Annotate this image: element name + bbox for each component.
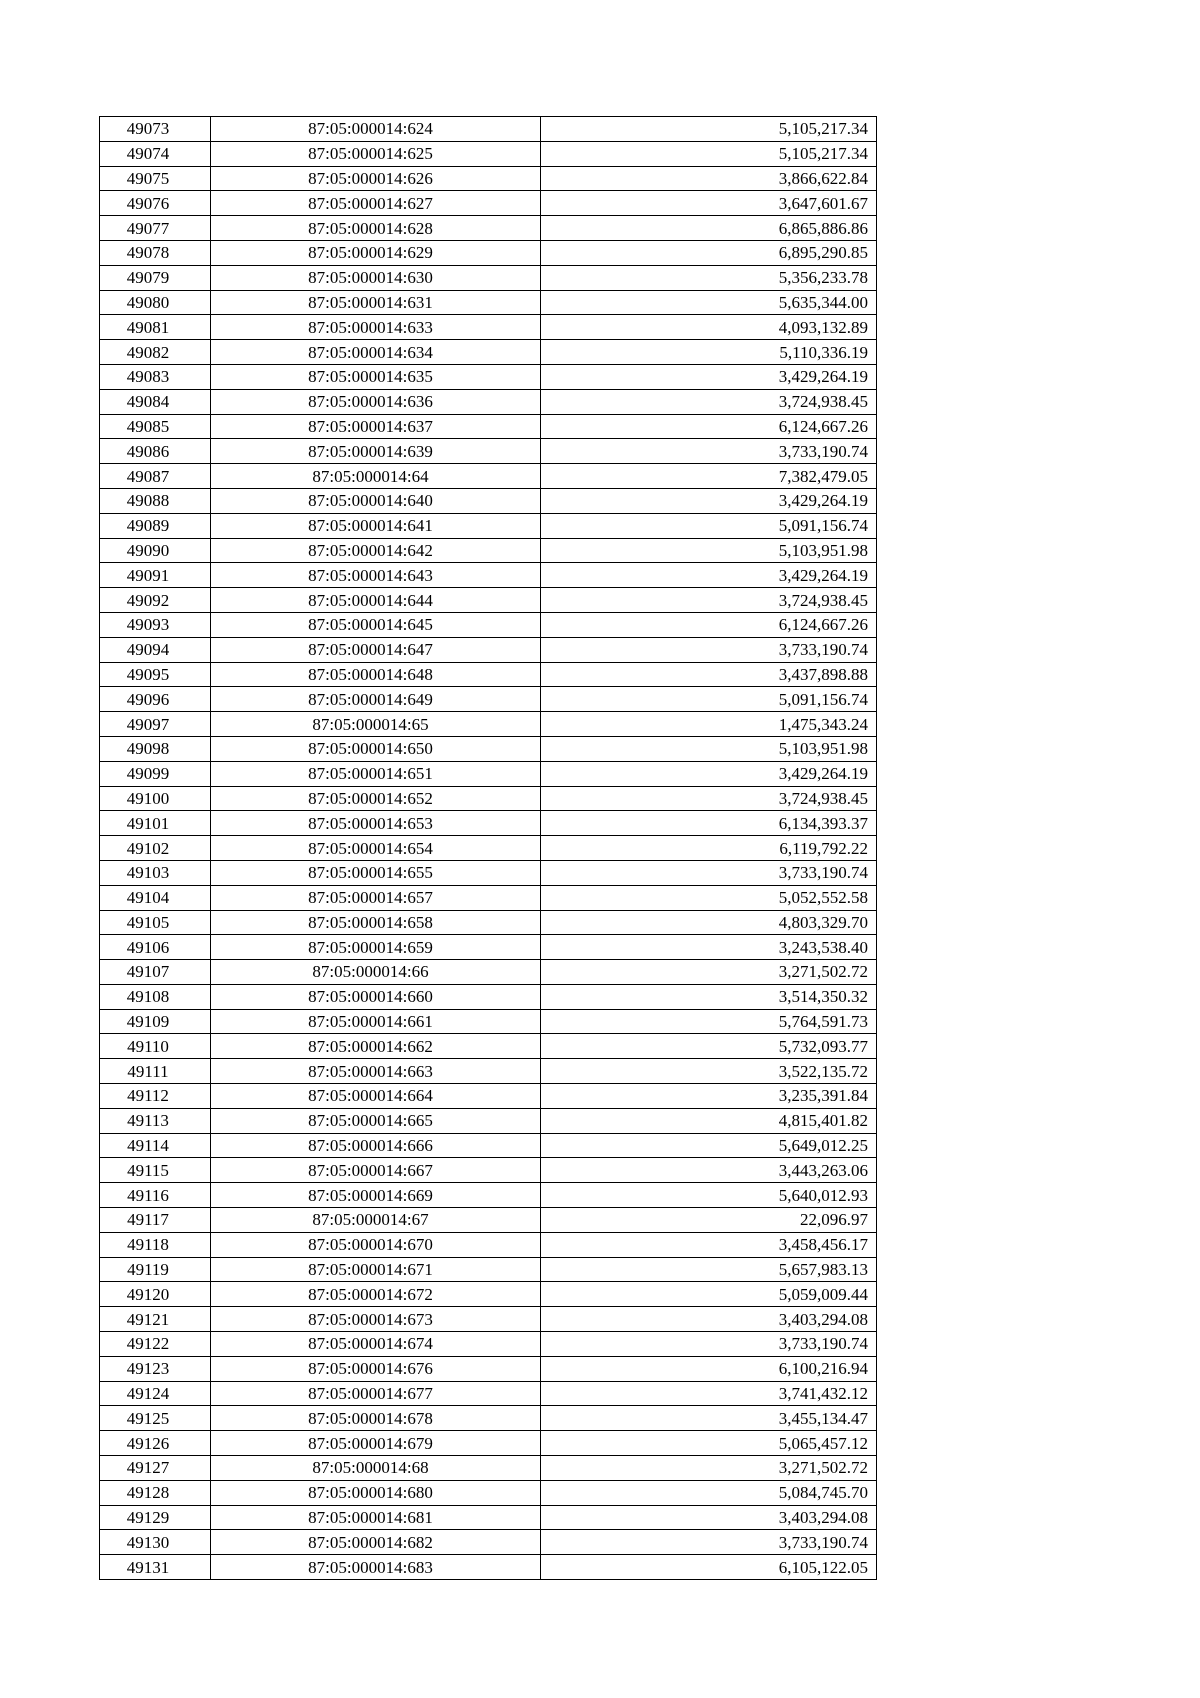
- row-number-cell: 49130: [100, 1530, 211, 1555]
- cadastral-value-cell: 5,065,457.12: [541, 1431, 877, 1456]
- table-row: [100, 1208, 877, 1233]
- table-row: [100, 1406, 877, 1431]
- table-row: [100, 910, 877, 935]
- table-row: [100, 364, 877, 389]
- cadastral-number-cell: 87:05:000014:626: [211, 166, 541, 191]
- cadastral-number-cell: 87:05:000014:639: [211, 439, 541, 464]
- cadastral-value-cell: 5,091,156.74: [541, 687, 877, 712]
- cadastral-number-cell: 87:05:000014:654: [211, 836, 541, 861]
- cadastral-number-cell: 87:05:000014:657: [211, 885, 541, 910]
- cadastral-number-cell: 87:05:000014:682: [211, 1530, 541, 1555]
- cadastral-value-cell: 4,815,401.82: [541, 1108, 877, 1133]
- cadastral-value-cell: 5,649,012.25: [541, 1133, 877, 1158]
- cadastral-value-cell: 3,733,190.74: [541, 637, 877, 662]
- table-row: [100, 1034, 877, 1059]
- table-row: [100, 860, 877, 885]
- row-number-cell: 49121: [100, 1307, 211, 1332]
- cadastral-value-cell: 5,110,336.19: [541, 340, 877, 365]
- table-row: [100, 637, 877, 662]
- row-number-cell: 49101: [100, 811, 211, 836]
- cadastral-number-cell: 87:05:000014:625: [211, 141, 541, 166]
- cadastral-value-cell: 7,382,479.05: [541, 464, 877, 489]
- cadastral-number-cell: 87:05:000014:637: [211, 414, 541, 439]
- cadastral-number-cell: 87:05:000014:674: [211, 1332, 541, 1357]
- row-number-cell: 49123: [100, 1356, 211, 1381]
- cadastral-value-cell: 3,437,898.88: [541, 662, 877, 687]
- cadastral-number-cell: 87:05:000014:631: [211, 290, 541, 315]
- cadastral-value-cell: 6,865,886.86: [541, 216, 877, 241]
- row-number-cell: 49086: [100, 439, 211, 464]
- row-number-cell: 49098: [100, 736, 211, 761]
- row-number-cell: 49093: [100, 612, 211, 637]
- table-row: [100, 811, 877, 836]
- cadastral-value-cell: 6,119,792.22: [541, 836, 877, 861]
- cadastral-number-cell: 87:05:000014:678: [211, 1406, 541, 1431]
- row-number-cell: 49129: [100, 1505, 211, 1530]
- row-number-cell: 49091: [100, 563, 211, 588]
- row-number-cell: 49097: [100, 712, 211, 737]
- table-row: [100, 1356, 877, 1381]
- cadastral-number-cell: 87:05:000014:64: [211, 464, 541, 489]
- row-number-cell: 49084: [100, 389, 211, 414]
- table-row: [100, 1133, 877, 1158]
- cadastral-value-cell: 3,403,294.08: [541, 1307, 877, 1332]
- table-row: [100, 836, 877, 861]
- table-row: [100, 588, 877, 613]
- cadastral-value-cell: 5,084,745.70: [541, 1480, 877, 1505]
- cadastral-value-cell: 3,514,350.32: [541, 984, 877, 1009]
- table-row: [100, 166, 877, 191]
- cadastral-number-cell: 87:05:000014:673: [211, 1307, 541, 1332]
- table-row: [100, 1084, 877, 1109]
- row-number-cell: 49117: [100, 1208, 211, 1233]
- table-row: [100, 315, 877, 340]
- row-number-cell: 49089: [100, 513, 211, 538]
- cadastral-number-cell: 87:05:000014:65: [211, 712, 541, 737]
- cadastral-number-cell: 87:05:000014:651: [211, 761, 541, 786]
- table-row: [100, 117, 877, 142]
- row-number-cell: 49118: [100, 1232, 211, 1257]
- cadastral-number-cell: 87:05:000014:641: [211, 513, 541, 538]
- row-number-cell: 49115: [100, 1158, 211, 1183]
- row-number-cell: 49124: [100, 1381, 211, 1406]
- cadastral-number-cell: 87:05:000014:677: [211, 1381, 541, 1406]
- row-number-cell: 49120: [100, 1282, 211, 1307]
- cadastral-value-cell: 5,640,012.93: [541, 1183, 877, 1208]
- table-body: [100, 117, 877, 1580]
- cadastral-value-cell: 6,124,667.26: [541, 612, 877, 637]
- row-number-cell: 49112: [100, 1084, 211, 1109]
- cadastral-number-cell: 87:05:000014:667: [211, 1158, 541, 1183]
- cadastral-value-cell: 5,356,233.78: [541, 265, 877, 290]
- table-row: [100, 216, 877, 241]
- cadastral-value-cell: 5,635,344.00: [541, 290, 877, 315]
- cadastral-value-cell: 5,052,552.58: [541, 885, 877, 910]
- table-row: [100, 414, 877, 439]
- cadastral-number-cell: 87:05:000014:640: [211, 488, 541, 513]
- table-row: [100, 687, 877, 712]
- table-row: [100, 612, 877, 637]
- row-number-cell: 49088: [100, 488, 211, 513]
- row-number-cell: 49114: [100, 1133, 211, 1158]
- cadastral-number-cell: 87:05:000014:66: [211, 960, 541, 985]
- cadastral-value-cell: 3,429,264.19: [541, 761, 877, 786]
- table-row: [100, 538, 877, 563]
- cadastral-value-cell: 3,866,622.84: [541, 166, 877, 191]
- row-number-cell: 49083: [100, 364, 211, 389]
- row-number-cell: 49111: [100, 1059, 211, 1084]
- cadastral-value-table: [99, 116, 877, 1580]
- cadastral-number-cell: 87:05:000014:652: [211, 786, 541, 811]
- row-number-cell: 49096: [100, 687, 211, 712]
- cadastral-value-cell: 3,647,601.67: [541, 191, 877, 216]
- cadastral-value-cell: 6,100,216.94: [541, 1356, 877, 1381]
- cadastral-value-cell: 3,724,938.45: [541, 786, 877, 811]
- cadastral-value-cell: 3,458,456.17: [541, 1232, 877, 1257]
- cadastral-value-cell: 5,764,591.73: [541, 1009, 877, 1034]
- cadastral-value-cell: 3,733,190.74: [541, 439, 877, 464]
- row-number-cell: 49113: [100, 1108, 211, 1133]
- cadastral-number-cell: 87:05:000014:662: [211, 1034, 541, 1059]
- cadastral-number-cell: 87:05:000014:665: [211, 1108, 541, 1133]
- cadastral-number-cell: 87:05:000014:683: [211, 1555, 541, 1580]
- cadastral-number-cell: 87:05:000014:650: [211, 736, 541, 761]
- cadastral-number-cell: 87:05:000014:663: [211, 1059, 541, 1084]
- table-row: [100, 563, 877, 588]
- cadastral-number-cell: 87:05:000014:627: [211, 191, 541, 216]
- row-number-cell: 49085: [100, 414, 211, 439]
- cadastral-number-cell: 87:05:000014:669: [211, 1183, 541, 1208]
- cadastral-number-cell: 87:05:000014:649: [211, 687, 541, 712]
- row-number-cell: 49080: [100, 290, 211, 315]
- cadastral-number-cell: 87:05:000014:660: [211, 984, 541, 1009]
- cadastral-value-cell: 3,455,134.47: [541, 1406, 877, 1431]
- row-number-cell: 49103: [100, 860, 211, 885]
- cadastral-number-cell: 87:05:000014:624: [211, 117, 541, 142]
- cadastral-value-cell: 3,741,432.12: [541, 1381, 877, 1406]
- cadastral-value-cell: 5,091,156.74: [541, 513, 877, 538]
- table-row: [100, 240, 877, 265]
- row-number-cell: 49082: [100, 340, 211, 365]
- cadastral-value-cell: 3,443,263.06: [541, 1158, 877, 1183]
- cadastral-value-cell: 3,733,190.74: [541, 1332, 877, 1357]
- cadastral-number-cell: 87:05:000014:679: [211, 1431, 541, 1456]
- cadastral-value-cell: 6,134,393.37: [541, 811, 877, 836]
- cadastral-number-cell: 87:05:000014:680: [211, 1480, 541, 1505]
- table-row: [100, 1183, 877, 1208]
- cadastral-number-cell: 87:05:000014:643: [211, 563, 541, 588]
- table-row: [100, 1059, 877, 1084]
- row-number-cell: 49125: [100, 1406, 211, 1431]
- table-row: [100, 786, 877, 811]
- cadastral-value-cell: 3,235,391.84: [541, 1084, 877, 1109]
- cadastral-number-cell: 87:05:000014:676: [211, 1356, 541, 1381]
- cadastral-value-cell: 3,403,294.08: [541, 1505, 877, 1530]
- cadastral-number-cell: 87:05:000014:68: [211, 1456, 541, 1481]
- table-row: [100, 960, 877, 985]
- row-number-cell: 49119: [100, 1257, 211, 1282]
- table-row: [100, 712, 877, 737]
- cadastral-value-cell: 3,724,938.45: [541, 389, 877, 414]
- cadastral-value-cell: 3,522,135.72: [541, 1059, 877, 1084]
- cadastral-value-cell: 5,732,093.77: [541, 1034, 877, 1059]
- row-number-cell: 49073: [100, 117, 211, 142]
- row-number-cell: 49076: [100, 191, 211, 216]
- table-row: [100, 290, 877, 315]
- row-number-cell: 49104: [100, 885, 211, 910]
- table-row: [100, 1381, 877, 1406]
- row-number-cell: 49090: [100, 538, 211, 563]
- table-row: [100, 488, 877, 513]
- cadastral-value-cell: 5,105,217.34: [541, 117, 877, 142]
- cadastral-value-cell: 5,105,217.34: [541, 141, 877, 166]
- row-number-cell: 49077: [100, 216, 211, 241]
- cadastral-number-cell: 87:05:000014:666: [211, 1133, 541, 1158]
- cadastral-number-cell: 87:05:000014:653: [211, 811, 541, 836]
- row-number-cell: 49095: [100, 662, 211, 687]
- cadastral-value-cell: 3,429,264.19: [541, 364, 877, 389]
- row-number-cell: 49122: [100, 1332, 211, 1357]
- cadastral-number-cell: 87:05:000014:648: [211, 662, 541, 687]
- table-row: [100, 1505, 877, 1530]
- cadastral-value-cell: 5,059,009.44: [541, 1282, 877, 1307]
- cadastral-value-cell: 3,724,938.45: [541, 588, 877, 613]
- cadastral-number-cell: 87:05:000014:670: [211, 1232, 541, 1257]
- cadastral-value-cell: 4,093,132.89: [541, 315, 877, 340]
- table-row: [100, 1307, 877, 1332]
- table-row: [100, 141, 877, 166]
- table-row: [100, 464, 877, 489]
- table-row: [100, 1282, 877, 1307]
- table-row: [100, 885, 877, 910]
- table-row: [100, 265, 877, 290]
- row-number-cell: 49094: [100, 637, 211, 662]
- table-row: [100, 191, 877, 216]
- cadastral-value-cell: 5,103,951.98: [541, 538, 877, 563]
- table-row: [100, 1108, 877, 1133]
- cadastral-number-cell: 87:05:000014:642: [211, 538, 541, 563]
- cadastral-value-cell: 1,475,343.24: [541, 712, 877, 737]
- table-row: [100, 1555, 877, 1580]
- cadastral-value-cell: 3,429,264.19: [541, 488, 877, 513]
- cadastral-value-cell: 3,733,190.74: [541, 1530, 877, 1555]
- row-number-cell: 49110: [100, 1034, 211, 1059]
- row-number-cell: 49079: [100, 265, 211, 290]
- cadastral-number-cell: 87:05:000014:634: [211, 340, 541, 365]
- table-row: [100, 1456, 877, 1481]
- cadastral-number-cell: 87:05:000014:645: [211, 612, 541, 637]
- cadastral-value-cell: 3,271,502.72: [541, 960, 877, 985]
- row-number-cell: 49106: [100, 935, 211, 960]
- table-row: [100, 1431, 877, 1456]
- table-row: [100, 736, 877, 761]
- cadastral-number-cell: 87:05:000014:672: [211, 1282, 541, 1307]
- cadastral-number-cell: 87:05:000014:628: [211, 216, 541, 241]
- cadastral-number-cell: 87:05:000014:635: [211, 364, 541, 389]
- cadastral-number-cell: 87:05:000014:630: [211, 265, 541, 290]
- row-number-cell: 49100: [100, 786, 211, 811]
- cadastral-number-cell: 87:05:000014:67: [211, 1208, 541, 1233]
- cadastral-value-cell: 3,429,264.19: [541, 563, 877, 588]
- table-row: [100, 340, 877, 365]
- row-number-cell: 49126: [100, 1431, 211, 1456]
- cadastral-value-cell: 5,103,951.98: [541, 736, 877, 761]
- cadastral-number-cell: 87:05:000014:647: [211, 637, 541, 662]
- cadastral-value-cell: 5,657,983.13: [541, 1257, 877, 1282]
- cadastral-value-cell: 3,271,502.72: [541, 1456, 877, 1481]
- table-row: [100, 935, 877, 960]
- cadastral-number-cell: 87:05:000014:633: [211, 315, 541, 340]
- cadastral-value-cell: 4,803,329.70: [541, 910, 877, 935]
- row-number-cell: 49078: [100, 240, 211, 265]
- row-number-cell: 49092: [100, 588, 211, 613]
- table-row: [100, 1009, 877, 1034]
- cadastral-number-cell: 87:05:000014:636: [211, 389, 541, 414]
- table-row: [100, 1158, 877, 1183]
- row-number-cell: 49099: [100, 761, 211, 786]
- table-row: [100, 662, 877, 687]
- cadastral-number-cell: 87:05:000014:659: [211, 935, 541, 960]
- table-row: [100, 1257, 877, 1282]
- row-number-cell: 49108: [100, 984, 211, 1009]
- row-number-cell: 49081: [100, 315, 211, 340]
- table-row: [100, 439, 877, 464]
- cadastral-value-cell: 22,096.97: [541, 1208, 877, 1233]
- table-row: [100, 513, 877, 538]
- row-number-cell: 49074: [100, 141, 211, 166]
- cadastral-number-cell: 87:05:000014:661: [211, 1009, 541, 1034]
- cadastral-number-cell: 87:05:000014:671: [211, 1257, 541, 1282]
- row-number-cell: 49107: [100, 960, 211, 985]
- table-row: [100, 1232, 877, 1257]
- row-number-cell: 49128: [100, 1480, 211, 1505]
- table-row: [100, 1480, 877, 1505]
- table-row: [100, 984, 877, 1009]
- cadastral-number-cell: 87:05:000014:658: [211, 910, 541, 935]
- cadastral-value-cell: 6,895,290.85: [541, 240, 877, 265]
- row-number-cell: 49109: [100, 1009, 211, 1034]
- cadastral-value-cell: 6,105,122.05: [541, 1555, 877, 1580]
- row-number-cell: 49131: [100, 1555, 211, 1580]
- cadastral-number-cell: 87:05:000014:664: [211, 1084, 541, 1109]
- row-number-cell: 49087: [100, 464, 211, 489]
- table-row: [100, 389, 877, 414]
- cadastral-number-cell: 87:05:000014:644: [211, 588, 541, 613]
- row-number-cell: 49102: [100, 836, 211, 861]
- table-row: [100, 1530, 877, 1555]
- cadastral-number-cell: 87:05:000014:681: [211, 1505, 541, 1530]
- table-row: [100, 1332, 877, 1357]
- cadastral-value-cell: 6,124,667.26: [541, 414, 877, 439]
- row-number-cell: 49127: [100, 1456, 211, 1481]
- cadastral-value-cell: 3,243,538.40: [541, 935, 877, 960]
- cadastral-value-cell: 3,733,190.74: [541, 860, 877, 885]
- row-number-cell: 49105: [100, 910, 211, 935]
- row-number-cell: 49075: [100, 166, 211, 191]
- cadastral-number-cell: 87:05:000014:655: [211, 860, 541, 885]
- cadastral-number-cell: 87:05:000014:629: [211, 240, 541, 265]
- table-row: [100, 761, 877, 786]
- row-number-cell: 49116: [100, 1183, 211, 1208]
